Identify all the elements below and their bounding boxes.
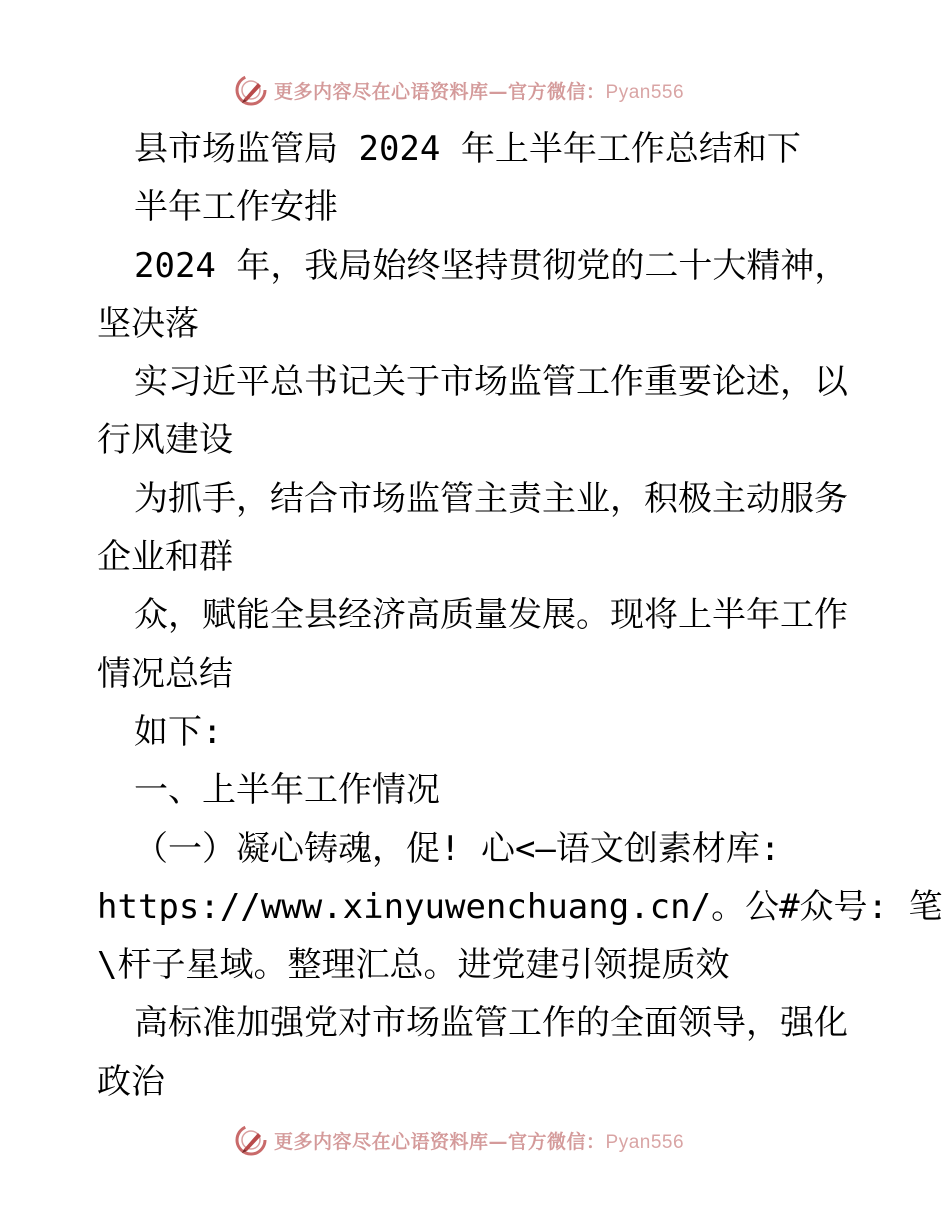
text-line: 众，赋能全县经济高质量发展。现将上半年工作	[134, 595, 848, 636]
text-line: \杆子星域。整理汇总。进党建引领提质效	[97, 945, 730, 986]
text-line: 实习近平总书记关于市场监管工作重要论述，以	[134, 362, 848, 403]
text-line: 行风建设	[97, 420, 233, 461]
text-line: 高标准加强党对市场监管工作的全面领导，强化	[134, 1003, 848, 1044]
banner-main-text: 更多内容尽在心语资料库—官方微信：	[274, 80, 606, 103]
text-line: https://www.xinyuwenchuang.cn/。公#众号: 笔	[97, 886, 943, 927]
footer-banner	[234, 1120, 734, 1160]
text-line: 如下:	[134, 711, 223, 752]
banner-wechat-id: Pyan556	[605, 81, 685, 103]
document-body	[97, 120, 943, 1111]
text-line: 坚决落	[97, 303, 199, 344]
header-banner	[234, 70, 734, 110]
text-line: 半年工作安排	[134, 187, 338, 228]
banner-text	[274, 1127, 684, 1154]
banner-main-text: 更多内容尽在心语资料库—官方微信：	[274, 1130, 606, 1153]
text-line: 2024 年，我局始终坚持贯彻党的二十大精神，	[134, 245, 849, 286]
text-line: 企业和群	[97, 537, 233, 578]
section-heading: 一、上半年工作情况	[134, 770, 440, 811]
text-line: 为抓手，结合市场监管主责主业，积极主动服务	[134, 478, 848, 519]
subsection-heading: （一）凝心铸魂，促! 心<—语文创素材库:	[134, 828, 781, 869]
pen-logo-icon	[234, 1123, 268, 1157]
text-line: 县市场监管局 2024 年上半年工作总结和下	[134, 129, 801, 169]
banner-text	[274, 77, 684, 104]
text-line: 政治	[97, 1061, 165, 1102]
text-line: 情况总结	[97, 653, 233, 694]
banner-wechat-id: Pyan556	[605, 1131, 685, 1153]
pen-logo-icon	[234, 73, 268, 107]
